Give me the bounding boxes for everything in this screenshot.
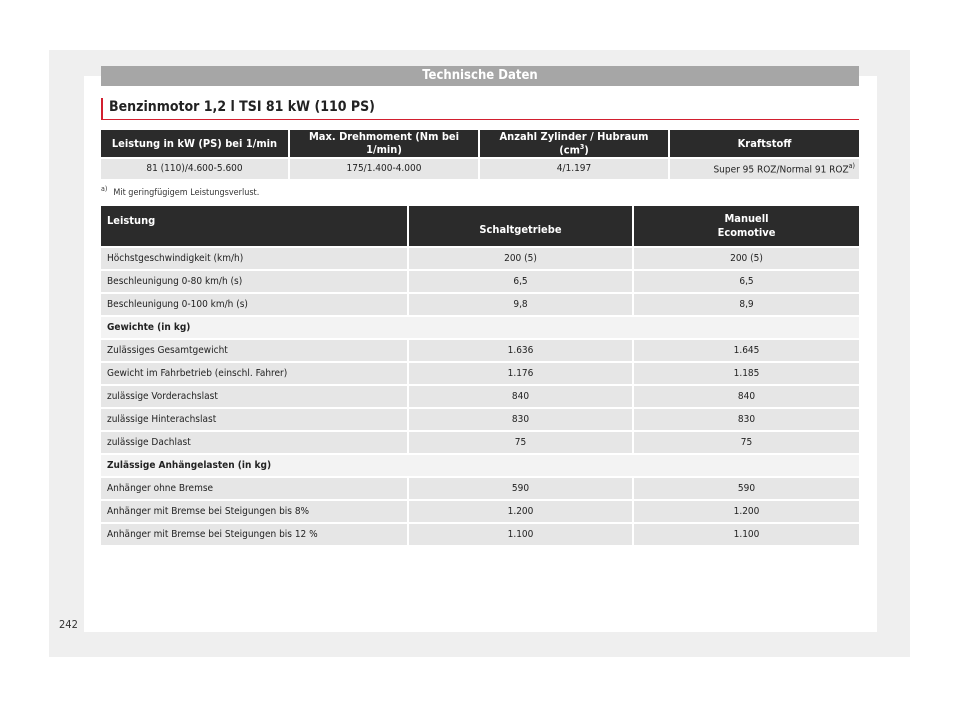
section-row-trailer <box>101 455 859 478</box>
header-schaltgetriebe: Schaltgetriebe <box>409 206 634 248</box>
row-value: 1.636 <box>409 340 634 363</box>
cell-power: 81 (110)/4.600-5.600 <box>101 159 290 179</box>
chapter-header: Technische Daten <box>101 66 859 86</box>
footnote-text: Mit geringfügigem Leistungsverlust. <box>113 188 260 198</box>
row-value: 840 <box>634 386 859 409</box>
performance-table <box>101 206 859 547</box>
row-value: 1.645 <box>634 340 859 363</box>
row-value: 1.185 <box>634 363 859 386</box>
row-value: 590 <box>634 478 859 501</box>
row-value: 830 <box>634 409 859 432</box>
engine-spec-table <box>101 130 859 179</box>
row-label: Beschleunigung 0-80 km/h (s) <box>101 271 409 294</box>
table-row <box>101 159 859 179</box>
row-label: Höchstgeschwindigkeit (km/h) <box>101 248 409 271</box>
row-value: 1.200 <box>409 501 634 524</box>
row-value: 8,9 <box>634 294 859 317</box>
table-row <box>101 248 859 271</box>
table-row <box>101 294 859 317</box>
row-label: zulässige Dachlast <box>101 432 409 455</box>
row-label: Zulässiges Gesamtgewicht <box>101 340 409 363</box>
table-row <box>101 409 859 432</box>
row-label: zulässige Hinterachslast <box>101 409 409 432</box>
table-header-row <box>101 206 859 248</box>
row-value: 9,8 <box>409 294 634 317</box>
row-value: 75 <box>409 432 634 455</box>
section-label: Gewichte (in kg) <box>101 317 859 340</box>
header-cylinders: Anzahl Zylinder / Hubraum $(cm^3)$ <box>480 130 670 159</box>
row-value: 200 (5) <box>634 248 859 271</box>
table-row <box>101 386 859 409</box>
row-label: zulässige Vorderachslast <box>101 386 409 409</box>
cell-torque: 175/1.400-4.000 <box>290 159 480 179</box>
table-row <box>101 478 859 501</box>
row-value: 6,5 <box>634 271 859 294</box>
table-row <box>101 432 859 455</box>
row-value: 830 <box>409 409 634 432</box>
row-value: 840 <box>409 386 634 409</box>
row-label: Anhänger mit Bremse bei Steigungen bis 12 % <box>101 524 409 547</box>
section-title: Benzinmotor 1,2 l TSI 81 kW (110 PS) <box>101 98 859 120</box>
table-row <box>101 524 859 547</box>
table-row <box>101 363 859 386</box>
row-value: 6,5 <box>409 271 634 294</box>
header-manuell-ecomotive: Manuell Ecomotive <box>634 206 859 248</box>
row-value: 200 (5) <box>409 248 634 271</box>
row-value: 1.200 <box>634 501 859 524</box>
table-row <box>101 271 859 294</box>
footnote-mark: a) <box>101 185 108 193</box>
footnote <box>101 185 259 198</box>
page-number: 242 <box>59 618 78 631</box>
row-label: Beschleunigung 0-100 km/h (s) <box>101 294 409 317</box>
header-fuel: Kraftstoff <box>670 130 859 159</box>
section-label: Zulässige Anhängelasten (in kg) <box>101 455 859 478</box>
header-power: Leistung in kW (PS) bei 1/min <box>101 130 290 159</box>
row-label: Gewicht im Fahrbetrieb (einschl. Fahrer) <box>101 363 409 386</box>
section-row-weights <box>101 317 859 340</box>
header-leistung: Leistung <box>101 206 409 248</box>
cell-cylinders: 4/1.197 <box>480 159 670 179</box>
row-value: 1.176 <box>409 363 634 386</box>
row-value: 75 <box>634 432 859 455</box>
row-label: Anhänger ohne Bremse <box>101 478 409 501</box>
table-row <box>101 340 859 363</box>
cell-fuel: Super 95 ROZ/Normal 91 ROZ$^{a)}$ <box>670 159 859 179</box>
row-value: 1.100 <box>634 524 859 547</box>
header-torque: Max. Drehmoment (Nm bei 1/min) <box>290 130 480 159</box>
row-label: Anhänger mit Bremse bei Steigungen bis 8% <box>101 501 409 524</box>
table-row <box>101 501 859 524</box>
row-value: 590 <box>409 478 634 501</box>
row-value: 1.100 <box>409 524 634 547</box>
table-header-row <box>101 130 859 159</box>
